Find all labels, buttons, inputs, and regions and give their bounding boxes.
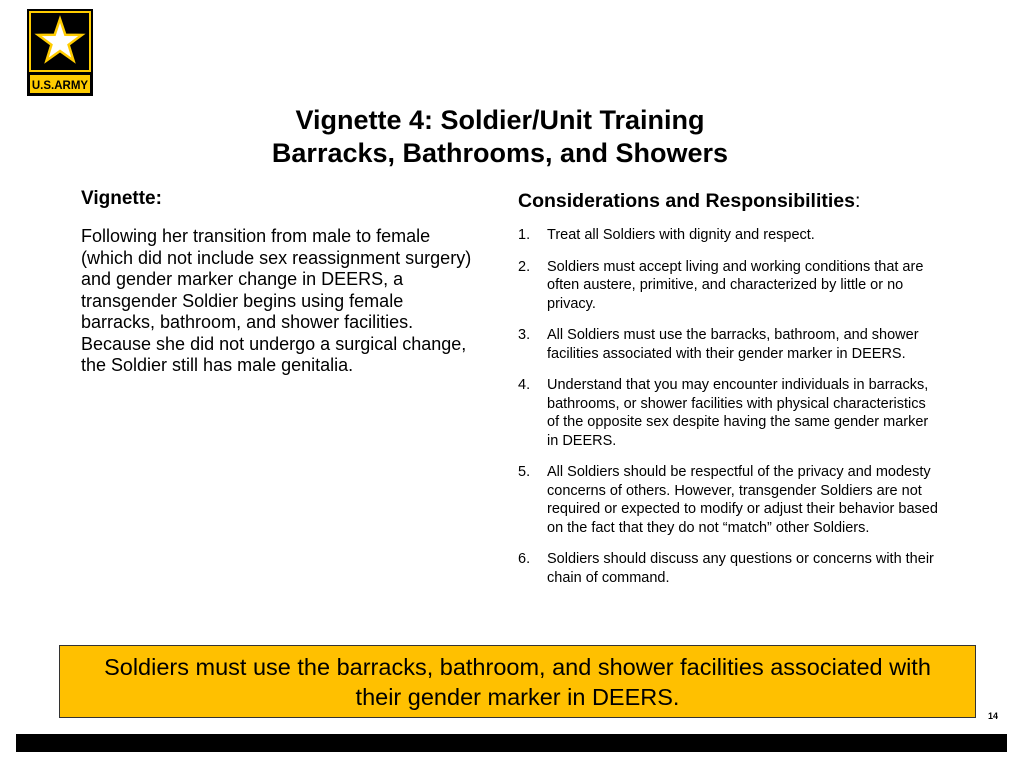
list-item [518, 463, 938, 537]
list-item-number: 6. [518, 551, 531, 567]
footer-bar [16, 734, 1007, 752]
key-message-text: Soldiers must use the barracks, bathroom, and shower facilities associated with their gender marker in DEERS. [104, 653, 931, 710]
list-item-text: Soldiers must accept living and working conditions that are often austere, primitive, and characterized by little or no privacy. [547, 258, 924, 312]
list-item [518, 550, 938, 587]
considerations-section [518, 190, 938, 600]
list-item-number: 2. [518, 258, 531, 275]
list-item-number: 3. [518, 327, 531, 343]
list-item-text: Treat all Soldiers with dignity and respect. [547, 227, 815, 243]
considerations-list [518, 226, 938, 587]
key-message-banner [59, 645, 976, 718]
army-logo-text: U.S.ARMY [31, 80, 89, 92]
vignette-section [81, 188, 481, 377]
army-star-icon [27, 9, 93, 96]
considerations-heading-text: Considerations and Responsibilities [518, 190, 855, 212]
vignette-text: Following her transition from male to female (which did not include sex reassignment surgery) and gender marker change in DEERS, a transgender Soldier begins using female barracks, bathroom, and shower facilities. Because she did not undergo a surgical change, the Soldier still has male genitalia. [81, 226, 472, 375]
list-item-text: Soldiers should discuss any questions or concerns with their chain of command. [547, 551, 934, 586]
army-logo [27, 9, 93, 96]
page-number: 14 [988, 711, 999, 721]
list-item-number: 1. [518, 227, 531, 243]
slide-title-line-1: Vignette 4: Soldier/Unit Training [295, 105, 705, 135]
list-item-text: All Soldiers should be respectful of the privacy and modesty concerns of others. However, transgender Soldiers are not required or expected to modify or adjust their behavior based on the fact that they do not “match” other Soldiers. [547, 464, 938, 536]
list-item [518, 376, 938, 450]
considerations-heading [518, 190, 938, 213]
list-item [518, 326, 938, 363]
slide-title-line-2: Barracks, Bathrooms, and Showers [271, 138, 729, 168]
list-item [518, 258, 938, 314]
list-item-text: Understand that you may encounter individuals in barracks, bathrooms, or shower facilities with physical characteristics of the opposite sex despite having the same gender marker in DEERS. [547, 377, 929, 449]
list-item-text: All Soldiers must use the barracks, bathroom, and shower facilities associated with their gender marker in DEERS. [547, 327, 919, 362]
considerations-heading-colon: : [854, 190, 861, 212]
vignette-heading: Vignette: [81, 188, 162, 209]
slide-title [180, 104, 820, 170]
list-item [518, 226, 938, 245]
list-item-number: 5. [518, 464, 531, 480]
list-item-number: 4. [518, 377, 531, 393]
